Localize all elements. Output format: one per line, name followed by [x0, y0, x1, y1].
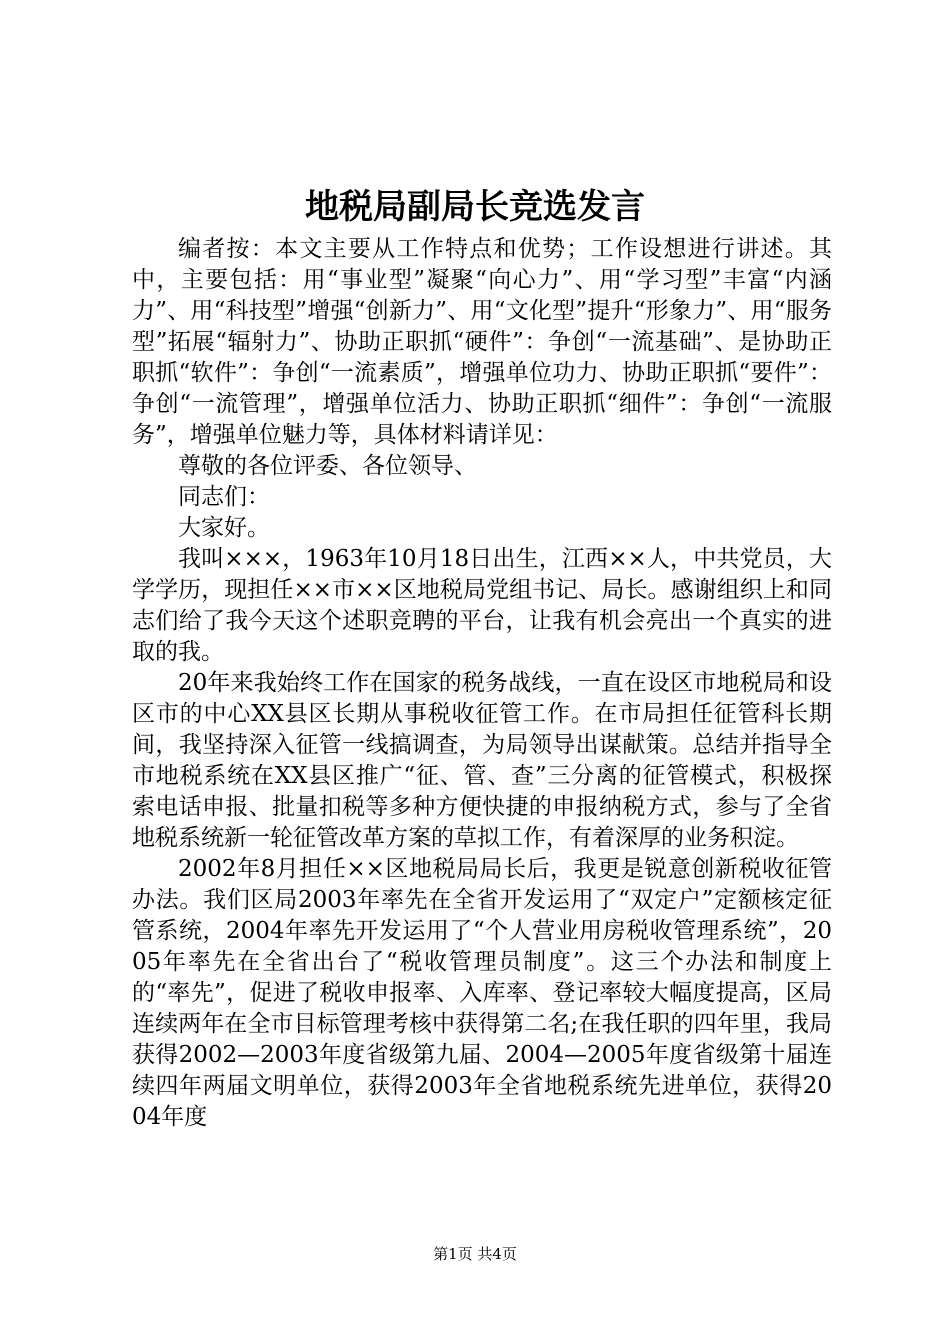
page-number: 第1页 共4页	[433, 1245, 517, 1263]
salutation-line: 尊敬的各位评委、各位领导、	[178, 453, 477, 479]
greeting-line: 大家好。	[178, 515, 270, 541]
document-title: 地税局副局长竞选发言	[305, 187, 645, 227]
editor-note-paragraph: 编者按：本文主要从工作特点和优势；工作设想进行讲述。其中，主要包括：用“事业型”凝聚“向心力”、用“学习型”丰富“内涵力”、用“科技型”增强“创新力”、用“文化型”提升“形象力”、用“服务型”拓展“辐射力”、协助正职抓“硬件”：争创“一流基础”、是协助正职抓“软件”：争创“一流素质”，增强单位功力、协助正职抓“要件”：争创“一流管理”，增强单位活力、协助正职抓“细件”：争创“一流服务”，增强单位魅力等，具体材料请详见：	[132, 236, 832, 448]
body-paragraph: 2002年8月担任××区地税局局长后，我更是锐意创新税收征管办法。我们区局2003年率先在全省开发运用了“双定户”定额核定征管系统，2004年率先开发运用了“个人营业用房税收管理系统”，2005年率先在全省出台了“税收管理员制度”。这三个办法和制度上的“率先”，促进了税收申报率、入库率、登记率较大幅度提高，区局连续两年在全市目标管理考核中获得第二名;在我任职的四年里，我局获得2002—2003年度省级第九届、2004—2005年度省级第十届连续四年两届文明单位，获得2003年全省地税系统先进单位，获得2004年度	[132, 856, 832, 1130]
body-paragraph: 我叫×××，1963年10月18日出生，江西××人，中共党员，大学学历，现担任××市××区地税局党组书记、局长。感谢组织上和同志们给了我今天这个述职竞聘的平台，让我有机会亮出一个真实的进取的我。	[132, 546, 832, 665]
document-body	[132, 234, 832, 1133]
body-paragraph: 20年来我始终工作在国家的税务战线，一直在设区市地税局和设区市的中心XX县区长期从事税收征管工作。在市局担任征管科长期间，我坚持深入征管一线搞调查，为局领导出谋献策。总结并指导全市地税系统在XX县区推广“征、管、查”三分离的征管模式，积极探索电话申报、批量扣税等多种方便快捷的申报纳税方式，参与了全省地税系统新一轮征管改革方案的草拟工作，有着深厚的业务积淀。	[132, 670, 832, 851]
salutation-line: 同志们：	[178, 484, 270, 510]
